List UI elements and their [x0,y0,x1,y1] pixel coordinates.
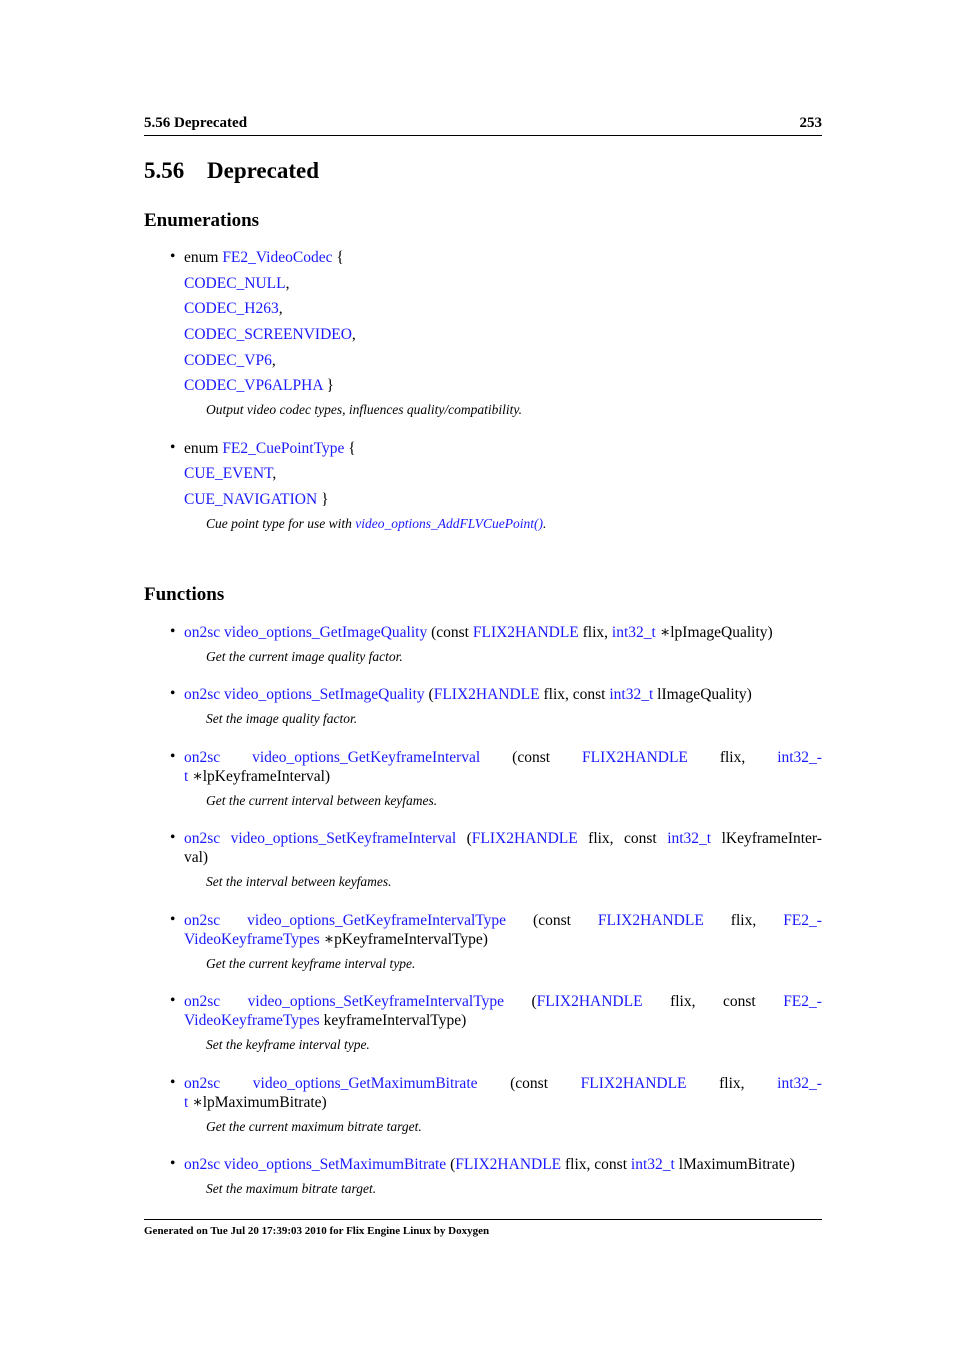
enum-value-link[interactable]: CODEC_VP6 [184,352,272,369]
sig-text: flix, [719,1075,745,1092]
function-link[interactable]: on2sc [184,1075,221,1092]
function-link[interactable]: on2sc video_options_SetImageQuality [184,686,425,703]
sig-text: flix, [730,912,757,929]
section-title [144,157,319,185]
function-link[interactable]: video_options_SetKeyframeIntervalType [247,993,504,1010]
bullet: • [170,911,176,928]
type-link[interactable]: t [184,1094,189,1111]
function-link[interactable]: on2sc video_options_SetMaximumBitrate [184,1156,447,1173]
function-signature [184,1074,822,1093]
function-signature-cont [184,767,330,786]
enum-video-codec-link[interactable]: FE2_VideoCodec [222,249,333,266]
enum-value-link[interactable]: CODEC_H263 [184,300,279,317]
function-description: Get the current image quality factor. [206,649,403,664]
sig-text: ∗lpKeyframeInterval) [188,768,331,785]
enum-keyword: enum [184,440,219,457]
function-link[interactable]: on2sc [184,993,221,1010]
enum-keyword: enum [184,249,219,266]
type-link[interactable]: int32_t [609,686,654,703]
enum-value-row: CODEC_H263, [184,300,283,317]
sig-text: (const [533,912,571,929]
function-link[interactable]: video_options_GetMaximumBitrate [252,1075,478,1092]
bullet: • [170,992,176,1009]
section-title-text: Deprecated [207,158,319,183]
sig-text: ∗lpImageQuality) [655,624,773,641]
sig-text: (const [510,1075,549,1092]
enum-value-link[interactable]: CUE_NAVIGATION [184,491,318,508]
bullet: • [170,248,176,265]
sig-text: const [722,993,756,1010]
enum-value-link[interactable]: CUE_EVENT [184,465,273,482]
type-link[interactable]: FLIX2HANDLE [536,993,643,1010]
type-link[interactable]: FLIX2HANDLE [471,830,578,847]
function-signature [184,1155,795,1174]
sig-text: flix, [578,624,612,641]
type-link[interactable]: VideoKeyframeTypes [184,931,320,948]
function-description: Set the image quality factor. [206,711,358,726]
function-link[interactable]: on2sc [184,830,221,847]
enum-value-row: CODEC_SCREENVIDEO, [184,326,356,343]
bullet: • [170,829,176,846]
function-description: Get the current interval between keyfames. [206,793,438,808]
sig-text: lMaximumBitrate) [674,1156,795,1173]
sig-text: lKeyframeInter- [721,830,822,847]
sig-text: (const [427,624,473,641]
function-link[interactable]: on2sc [184,749,221,766]
function-signature [184,829,822,848]
enum-value-row [184,490,329,509]
desc-suffix: . [542,516,547,531]
function-signature [184,911,822,930]
sig-text: keyframeIntervalType) [319,1012,467,1029]
running-header [144,113,822,136]
page-number: 253 [799,115,822,131]
enum-value-link[interactable]: CODEC_SCREENVIDEO [184,326,352,343]
desc-prefix: Cue point type for use with [206,516,356,531]
function-description: Get the current keyframe interval type. [206,956,416,971]
type-link[interactable]: int32_t [630,1156,675,1173]
function-signature-cont [184,930,488,949]
sig-text: flix, [670,993,696,1010]
function-description: Set the interval between keyfames. [206,874,392,889]
sig-text: ( [424,686,434,703]
enum-description [206,515,546,533]
function-signature-cont [184,1011,466,1030]
bullet: • [170,1074,176,1091]
bullet: • [170,748,176,765]
header-section: 5.56 Deprecated [144,115,248,131]
sig-text: flix, const [539,686,610,703]
function-description: Set the maximum bitrate target. [206,1181,377,1196]
sig-text: ( [531,993,537,1010]
enum-value-row: CODEC_NULL, [184,275,290,292]
type-link[interactable]: int32_- [777,749,822,766]
enum-value-row [184,376,334,395]
sig-text: ( [446,1156,456,1173]
type-link[interactable]: FE2_- [783,993,822,1010]
sig-text: (const [512,749,551,766]
sig-text: flix, [719,749,746,766]
type-link[interactable]: FLIX2HANDLE [580,1075,687,1092]
type-link[interactable]: VideoKeyframeTypes [184,1012,320,1029]
bullet: • [170,623,176,640]
sig-text: ∗pKeyframeIntervalType) [319,931,488,948]
function-link[interactable]: video_options_GetKeyframeInterval [252,749,481,766]
function-signature [184,992,822,1011]
bullet: • [170,1155,176,1172]
function-signature-cont: val) [184,849,209,866]
type-link[interactable]: FLIX2HANDLE [433,686,540,703]
enum-description: Output video codec types, influences quality/compatibility. [206,402,523,417]
sig-text: lImageQuality) [653,686,752,703]
brace-open: { [344,440,356,457]
function-signature [184,623,773,642]
enum-value-row: CUE_EVENT, [184,465,277,482]
type-link[interactable]: int32_t [667,830,712,847]
type-link[interactable]: int32_t [611,624,656,641]
sig-text: flix, const [561,1156,631,1173]
add-flv-cue-point-link[interactable]: video_options_AddFLVCuePoint() [355,516,543,531]
enum-value-link[interactable]: CODEC_VP6ALPHA [184,377,323,394]
bullet: • [170,685,176,702]
function-signature [184,748,822,767]
enum-cue-point-link[interactable]: FE2_CuePointType [222,440,345,457]
type-link[interactable]: FLIX2HANDLE [582,749,688,766]
brace-close: } [317,491,329,508]
sig-text: ∗lpMaximumBitrate) [188,1094,327,1111]
brace-open: { [332,249,344,266]
enum-value-link[interactable]: CODEC_NULL [184,275,286,292]
type-link[interactable]: FE2_- [783,912,822,929]
sig-text: flix, [588,830,614,847]
function-description: Set the keyframe interval type. [206,1037,370,1052]
enum-cue-point-decl [184,439,356,458]
type-link[interactable]: FLIX2HANDLE [455,1156,562,1173]
type-link[interactable]: t [184,768,189,785]
brace-close: } [322,377,334,394]
page-footer: Generated on Tue Jul 20 17:39:03 2010 for Flix Engine Linux by Doxygen [144,1219,822,1237]
functions-heading: Functions [144,584,225,605]
function-signature [184,685,752,704]
type-link[interactable]: int32_- [777,1075,822,1092]
enum-value-row: CODEC_VP6, [184,352,276,369]
sig-text: ( [466,830,472,847]
bullet: • [170,439,176,456]
function-link[interactable]: video_options_GetKeyframeIntervalType [247,912,507,929]
enum-video-codec-decl [184,248,344,267]
function-link[interactable]: video_options_SetKeyframeInterval [230,830,457,847]
function-signature-cont [184,1093,327,1112]
enumerations-heading: Enumerations [144,210,260,231]
section-number: 5.56 [144,158,185,183]
function-description: Get the current maximum bitrate target. [206,1119,422,1134]
type-link[interactable]: FLIX2HANDLE [472,624,579,641]
function-link[interactable]: on2sc [184,912,221,929]
sig-text: const [624,830,657,847]
function-link[interactable]: on2sc video_options_GetImageQuality [184,624,428,641]
type-link[interactable]: FLIX2HANDLE [597,912,704,929]
